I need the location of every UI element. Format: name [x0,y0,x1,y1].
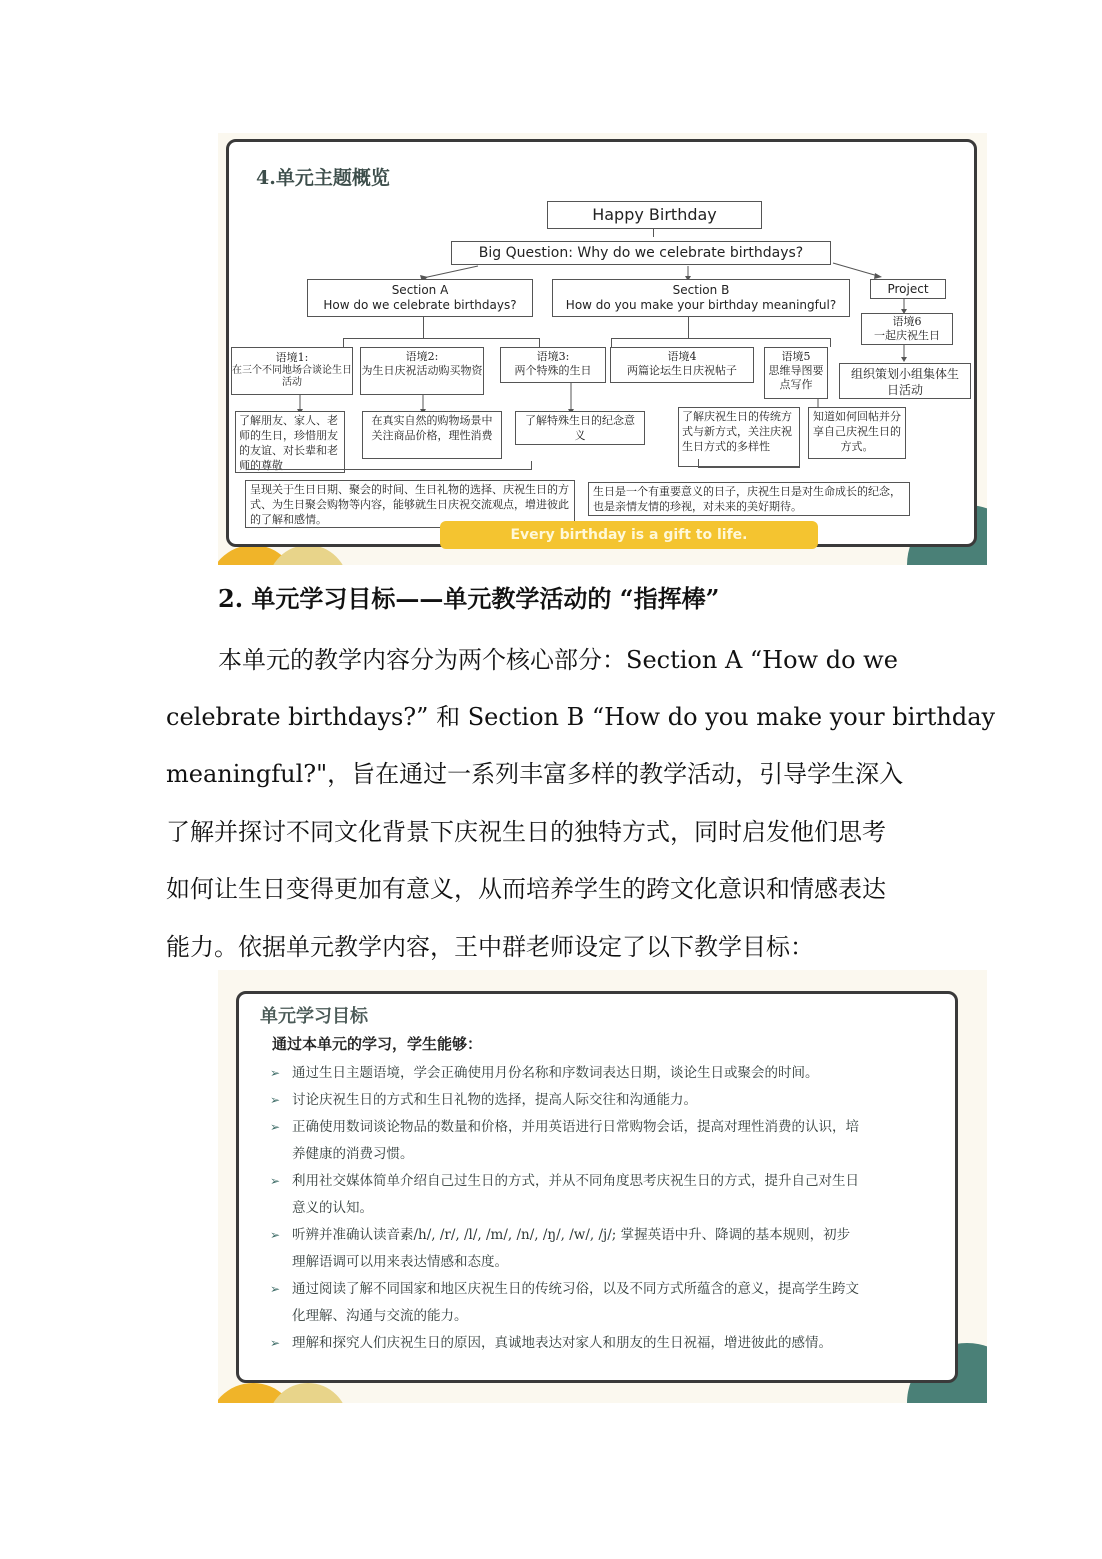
context6-node [861,313,953,345]
objective-item: ➢ 听辨并准确认读音素/h/, /r/, /l/, /m/, /n/, /ŋ/, /w/, /j/; 掌握英语中升、降调的基本规则，初步 [270,1222,930,1249]
paragraph-line: 本单元的教学内容分为两个核心部分：Section A “How do we [218,646,898,674]
context5-node [764,347,828,399]
objective-item-continued: 理解语调可以用来表达情感和态度。 [292,1254,508,1270]
section-b-bracket [611,338,831,347]
context2-title: 语境2: [405,350,439,363]
outcomes-b-bracket [698,459,800,468]
context1-title: 语境1: [275,351,309,364]
section-b-node [552,279,850,317]
summary-a-node: 呈现关于生日日期、聚会的时间、生日礼物的选择、庆祝生日的方式、为生日聚会购物等内容，能够就生日庆祝交流观点，增进彼此的了解和感情。 [245,480,575,528]
section-b-question: How do you make your birthday meaningful? [565,298,837,312]
context2-text: 为生日庆祝活动购买物资 [361,363,483,377]
objective-item-continued: 养健康的消费习惯。 [292,1146,414,1162]
project-node: Project [870,279,946,299]
outcome1-node: 了解朋友、家人、老师的生日，珍惜朋友的友谊、对长辈和老师的尊敬 [235,411,345,473]
paragraph-line: 如何让生日变得更加有意义，从而培养学生的跨文化意识和情感表达 [166,875,886,903]
arrow-bullet-icon: ➢ [270,1282,281,1296]
cream-corner-decoration [268,1383,348,1403]
paragraph-line: 了解并探讨不同文化背景下庆祝生日的独特方式，同时启发他们思考 [166,818,886,846]
objective-item-continued: 意义的认知。 [292,1200,373,1216]
section-b-name: Section B [672,283,730,297]
paragraph-line: meaningful?"，旨在通过一系列丰富多样的教学活动，引导学生深入 [166,760,904,788]
section-a-bracket [343,338,540,347]
context5-title: 语境5 [781,350,811,363]
context3-node [500,347,606,383]
context4-title: 语境4 [667,350,697,363]
figure-title: 4.单元主题概览 [256,167,390,189]
outcome5-node: 知道如何回帖并分享自己庆祝生日的方式。 [808,407,906,459]
objective-item: ➢ 理解和探究人们庆祝生日的原因，真诚地表达对家人和朋友的生日祝福，增进彼此的感情。 [270,1330,930,1357]
arrow-bullet-icon: ➢ [270,1066,281,1080]
objective-item: ➢ 通过生日主题语境，学会正确使用月份名称和序数词表达日期，谈论生日或聚会的时间。 [270,1060,930,1087]
context3-title: 语境3: [536,350,570,363]
objectives-intro: 通过本单元的学习，学生能够： [272,1035,483,1053]
paragraph-line: celebrate birthdays?” 和 Section B “How do you make your birthday [166,703,996,731]
outcomes-a-bracket [246,461,532,470]
section-heading: 2. 单元学习目标——单元教学活动的 “指挥棒” [218,584,720,613]
objective-item: ➢ 利用社交媒体简单介绍自己过生日的方式，并从不同角度思考庆祝生日的方式，提升自己对生日 [270,1168,930,1195]
context2-node [360,347,484,395]
context6-text: 一起庆祝生日 [874,328,940,342]
motto-banner: Every birthday is a gift to life. [440,521,818,549]
context1-text: 在三个不同地场合谈论生日活动 [232,364,352,389]
context3-text: 两个特殊的生日 [514,363,592,377]
section-a-node [307,279,533,317]
objectives-title: 单元学习目标 [260,1006,368,1027]
summary-b-node: 生日是一个有重要意义的日子，庆祝生日是对生命成长的纪念，也是亲情友情的珍视，对未来的美好期待。 [588,482,910,516]
context6-title: 语境6 [892,315,922,328]
context4-node [610,347,754,383]
section-a-name: Section A [391,283,449,297]
arrow-bullet-icon: ➢ [270,1174,281,1188]
objectives-list [270,1060,930,1357]
paragraph-line: 能力。依据单元教学内容，王中群老师设定了以下教学目标： [166,933,814,961]
outcome3-node: 了解特殊生日的纪念意义 [515,411,645,445]
section-a-question: How do we celebrate birthdays? [323,298,517,312]
context4-text: 两篇论坛生日庆祝帖子 [627,363,737,377]
objective-item-continued: 化理解、沟通与交流的能力。 [292,1308,468,1324]
project-activity-node: 组织策划小组集体生日活动 [839,363,971,399]
objective-item: ➢ 正确使用数词谈论物品的数量和价格，并用英语进行日常购物会话，提高对理性消费的认识，培 [270,1114,930,1141]
big-question-node: Big Question: Why do we celebrate birthdays? [451,241,831,265]
root-node: Happy Birthday [547,201,762,229]
context5-text: 思维导图要点写作 [768,363,824,391]
unit-theme-overview-figure [218,133,987,565]
outcome2-node: 在真实自然的购物场景中关注商品价格，理性消费 [362,411,502,459]
objective-item: ➢ 讨论庆祝生日的方式和生日礼物的选择，提高人际交往和沟通能力。 [270,1087,930,1114]
arrow-bullet-icon: ➢ [270,1120,281,1134]
context1-node [231,347,353,395]
outcome4-node: 了解庆祝生日的传统方式与新方式，关注庆祝生日方式的多样性 [678,407,800,467]
arrow-bullet-icon: ➢ [270,1228,281,1242]
arrow-bullet-icon: ➢ [270,1336,281,1350]
arrow-bullet-icon: ➢ [270,1093,281,1107]
objective-item: ➢ 通过阅读了解不同国家和地区庆祝生日的传统习俗，以及不同方式所蕴含的意义，提高学生跨文 [270,1276,930,1303]
